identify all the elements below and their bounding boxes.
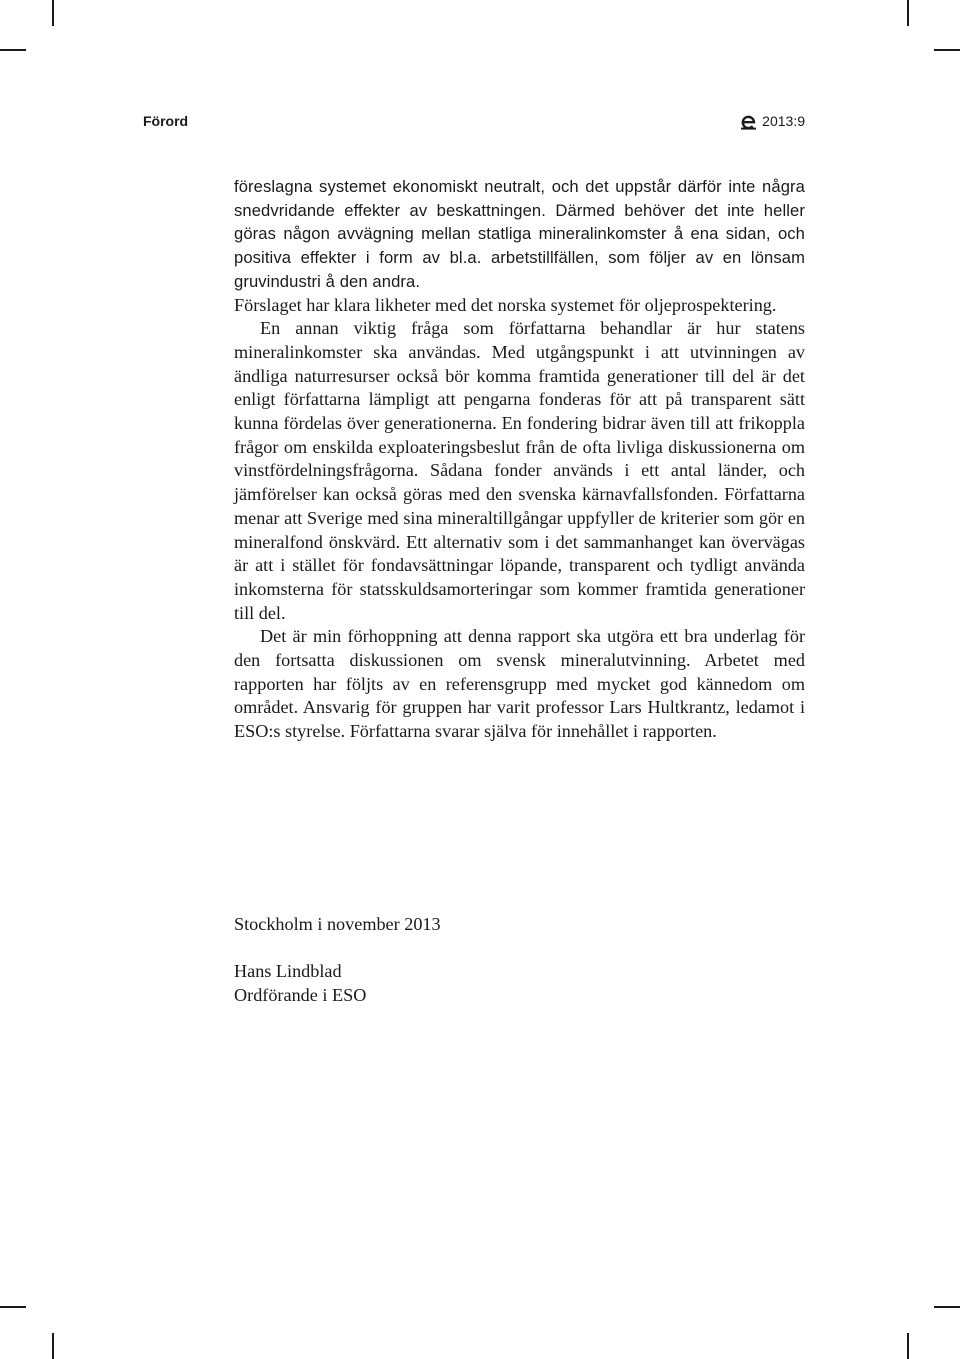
crop-mark-top-left — [52, 0, 54, 26]
paragraph: Förslaget har klara likheter med det norska systemet för oljeprospektering. — [234, 294, 777, 315]
section-title: Förord — [143, 113, 189, 129]
crop-mark-top-left — [0, 49, 26, 51]
crop-mark-bottom-right — [934, 1306, 960, 1308]
crop-mark-top-right — [934, 49, 960, 51]
crop-mark-bottom-left — [52, 1333, 54, 1359]
crop-mark-bottom-right — [907, 1333, 909, 1359]
signoff — [234, 912, 805, 1007]
report-id: 2013:9 — [762, 113, 805, 129]
signatory-name: Hans Lindblad — [234, 961, 342, 981]
paragraph: En annan viktig fråga som författarna behandlar är hur statens mineralinkomster ska användas. Med utgångspunkt i att utvinningen av ändliga naturresurser också bör komma framtida generationer till del är det enligt författarna lämpligt att pengarna fonderas för att på transparent sätt kunna fördelas över generationerna. En fondering bidrar även till att frikoppla frågor om enskilda exploateringsbeslut från de ofta livliga diskussionerna om vinstfördelningsfrågorna. Sådana fonder används i ett antal länder, och jämförelser kan också göras med den svenska kärnavfallsfonden. Författarna menar att Sverige med sina mineraltillgångar uppfyller de kriterier som gör en mineralfond önskvärd. Ett alternativ som i det sammanhanget kan övervägas är att i stället för fondavsättningar löpande, transparent och tydligt använda inkomsterna för statsskuldsamorteringar som kommer framtida generationer till del. — [234, 318, 805, 623]
paragraph: Det är min förhoppning att denna rapport ska utgöra ett bra underlag för den fortsatta diskussionen om svensk mineralutvinning. Arbetet med rapporten har följts av en referensgrupp med mycket god kännedom om området. Ansvarig för gruppen har varit professor Lars Hultkrantz, ledamot i ESO:s styrelse. Författarna svarar själva för innehållet i rapporten. — [234, 626, 805, 742]
paragraph-continued: föreslagna systemet ekonomiskt neutralt, och det uppstår därför inte några snedvridande effekter av beskattningen. Därmed behöver det inte heller göras någon avvägning mellan statliga mineralinkomster å ena sidan, och positiva effekter i form av bl.a. arbetstillfällen, som följer av en lönsam gruvindustri å den andra. — [234, 177, 805, 291]
crop-mark-bottom-left — [0, 1306, 26, 1308]
place-date: Stockholm i november 2013 — [234, 914, 441, 934]
running-header — [143, 112, 805, 132]
report-number — [740, 112, 805, 130]
signatory-role: Ordförande i ESO — [234, 985, 367, 1005]
eso-logo-icon — [740, 113, 757, 130]
body-text — [234, 175, 805, 744]
crop-mark-top-right — [907, 0, 909, 26]
